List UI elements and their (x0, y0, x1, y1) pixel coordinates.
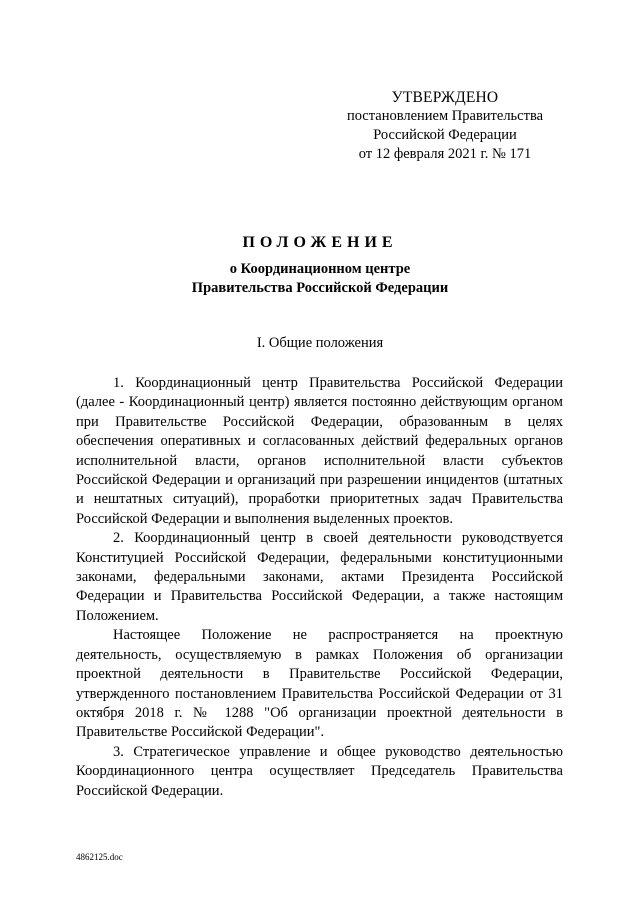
document-title (0, 232, 640, 298)
approval-block (325, 88, 565, 164)
section-heading: I. Общие положения (256, 335, 384, 351)
approval-heading: УТВЕРЖДЕНО (391, 89, 499, 106)
paragraph-4: 3. Стратегическое управление и общее руководство деятельностью Координационного центра осуществляет Председатель Правительства Российской Федерации. (76, 743, 563, 799)
file-name-footer: 4862125.doc (76, 852, 123, 862)
approval-line-1: постановлением Правительства (346, 108, 544, 124)
title-sub-line-1: о Координационном центре (229, 261, 411, 277)
paragraph-3: Настоящее Положение не распространяется на проектную деятельность, осуществляемую в рамках Положения об организации проектной деятельности в Правительстве Российской Федерации, утвержденного постановлением Правительства Российской Федерации от 31 октября 2018 г. № 1288 "Об организации проектной деятельности в Правительстве Российской Федерации". (76, 627, 563, 741)
title-main: ПОЛОЖЕНИЕ (242, 234, 398, 251)
paragraph-1: 1. Координационный центр Правительства Российской Федерации (далее - Координационный центр) является постоянно действующим органом при Правительстве Российской Федерации, образованным в целях обеспечения оперативных и согласованных действий федеральных органов исполнительной власти, органов исполнительной власти субъектов Российской Федерации и организаций при разрешении инцидентов (штатных и нештатных ситуаций), проработки приоритетных задач Правительства Российской Федерации и выполнения выделенных проектов. (76, 375, 563, 527)
approval-line-2: Российской Федерации (373, 127, 517, 143)
paragraph-2: 2. Координационный центр в своей деятельности руководствуется Конституцией Российской Федерации, федеральными конституционными законами, федеральными законами, актами Президента Российской Федерации и Правительства Российской Федерации, а также настоящим Положением. (76, 530, 563, 624)
title-sub-line-2: Правительства Российской Федерации (191, 280, 449, 296)
document-body (76, 374, 563, 801)
title-subtitle (0, 260, 640, 298)
approval-line-3: от 12 февраля 2021 г. № 171 (358, 146, 532, 162)
